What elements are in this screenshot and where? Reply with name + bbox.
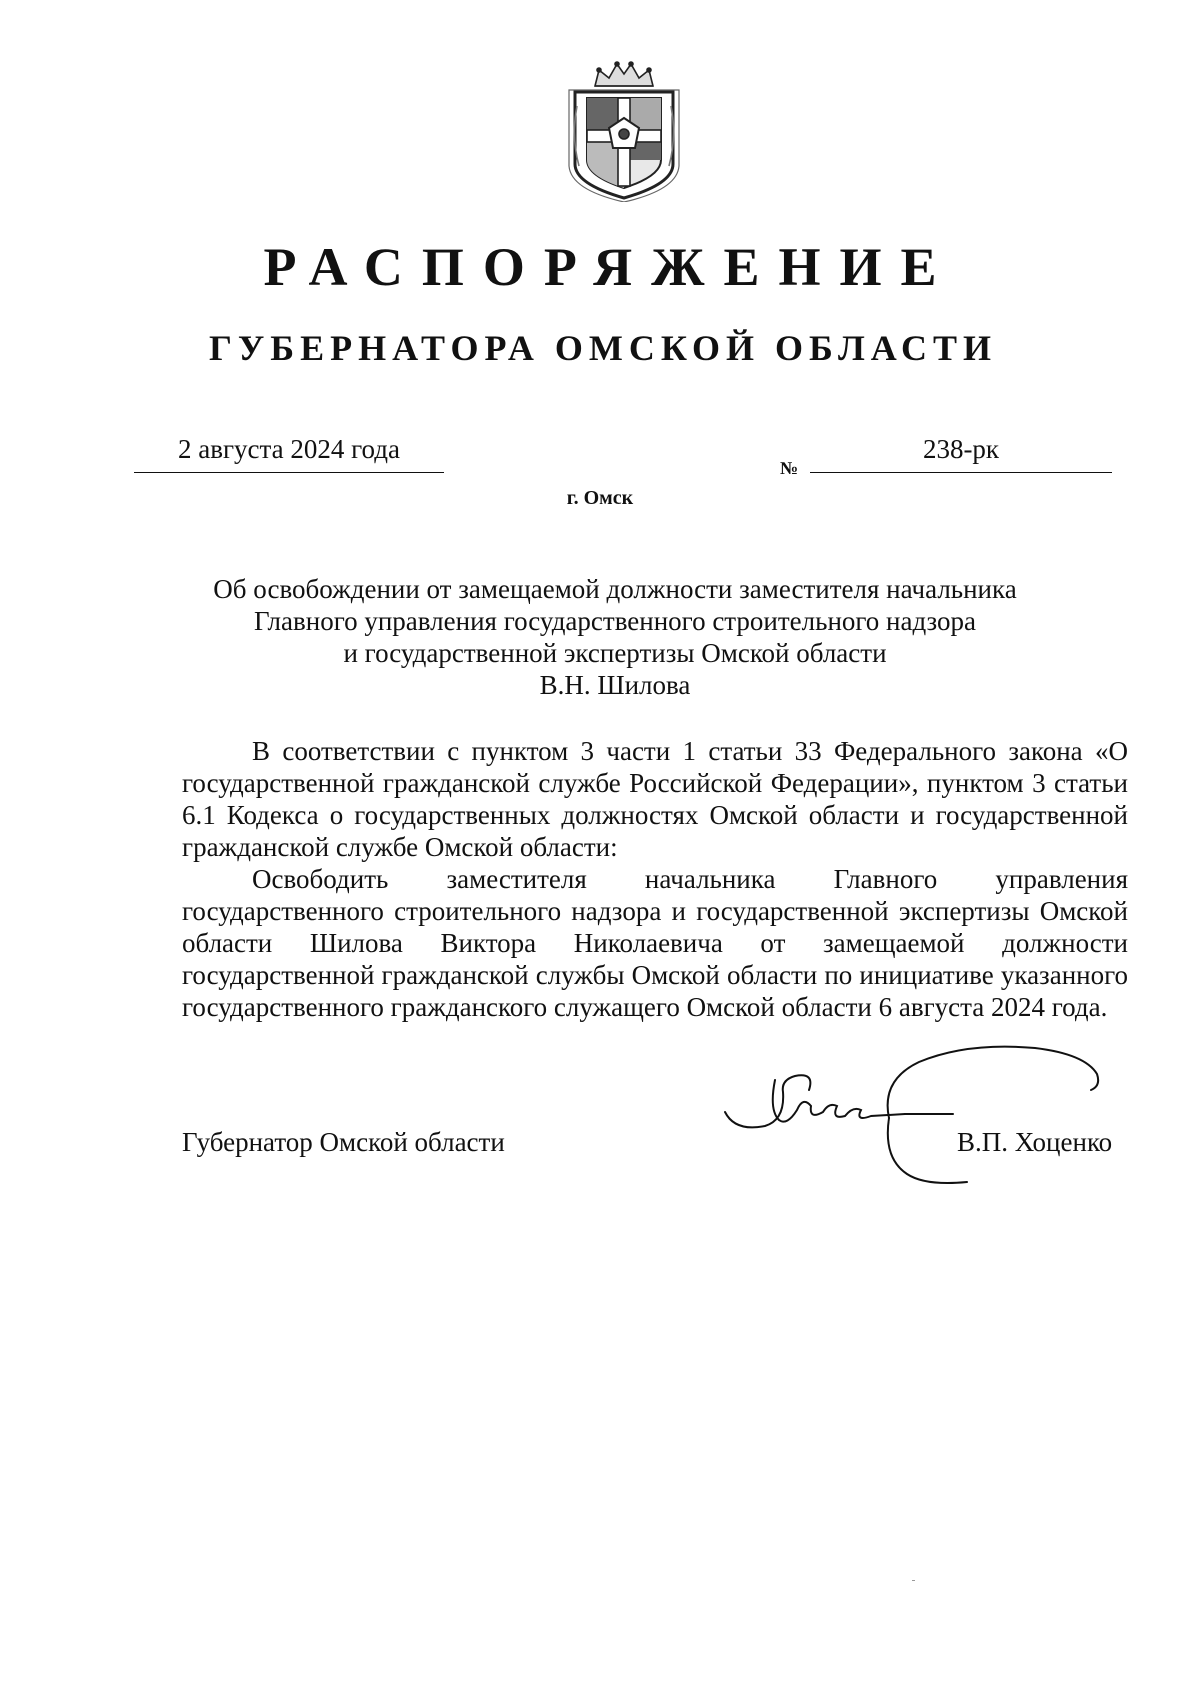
document-subtitle: ГУБЕРНАТОРА ОМСКОЙ ОБЛАСТИ (208, 328, 998, 368)
coat-of-arms-emblem (565, 56, 683, 202)
document-date: 2 августа 2024 года (178, 434, 400, 464)
handwritten-signature (705, 1040, 1125, 1200)
scan-speck (912, 1580, 915, 1581)
city-label: г. Омск (566, 487, 634, 509)
body-paragraph: Освободить заместителя начальника Главного управления государственного строительного надзора и государственной экспертизы Омской области Шилова Виктора Николаевича от замещаемой должности государственной гражданской службы Омской области по инициативе указанного государственного гражданского служащего Омской области 6 августа 2024 года. (182, 864, 1128, 1022)
document-subject (150, 573, 1080, 701)
subject-line: Об освобождении от замещаемой должности заместителя начальника (213, 574, 1017, 604)
date-field (134, 432, 444, 473)
subject-line: В.Н. Шилова (539, 670, 691, 700)
document-title: РАСПОРЯЖЕНИЕ (263, 237, 956, 297)
signer-name: В.П. Хоценко (957, 1127, 1113, 1157)
signer-position: Губернатор Омской области (182, 1127, 505, 1157)
number-field (810, 432, 1112, 473)
subject-line: и государственной экспертизы Омской области (343, 638, 887, 668)
document-number: 238-рк (922, 434, 1000, 464)
body-paragraph: В соответствии с пунктом 3 части 1 статьи 33 Федерального закона «О государственной гражданской службе Российской Федерации», пунктом 3 статьи 6.1 Кодекса о государственных должностях Омской области и государственной гражданской службе Омской области: (182, 736, 1128, 862)
number-label: № (780, 458, 799, 478)
document-body (182, 735, 1128, 1023)
subject-line: Главного управления государственного строительного надзора (253, 606, 977, 636)
